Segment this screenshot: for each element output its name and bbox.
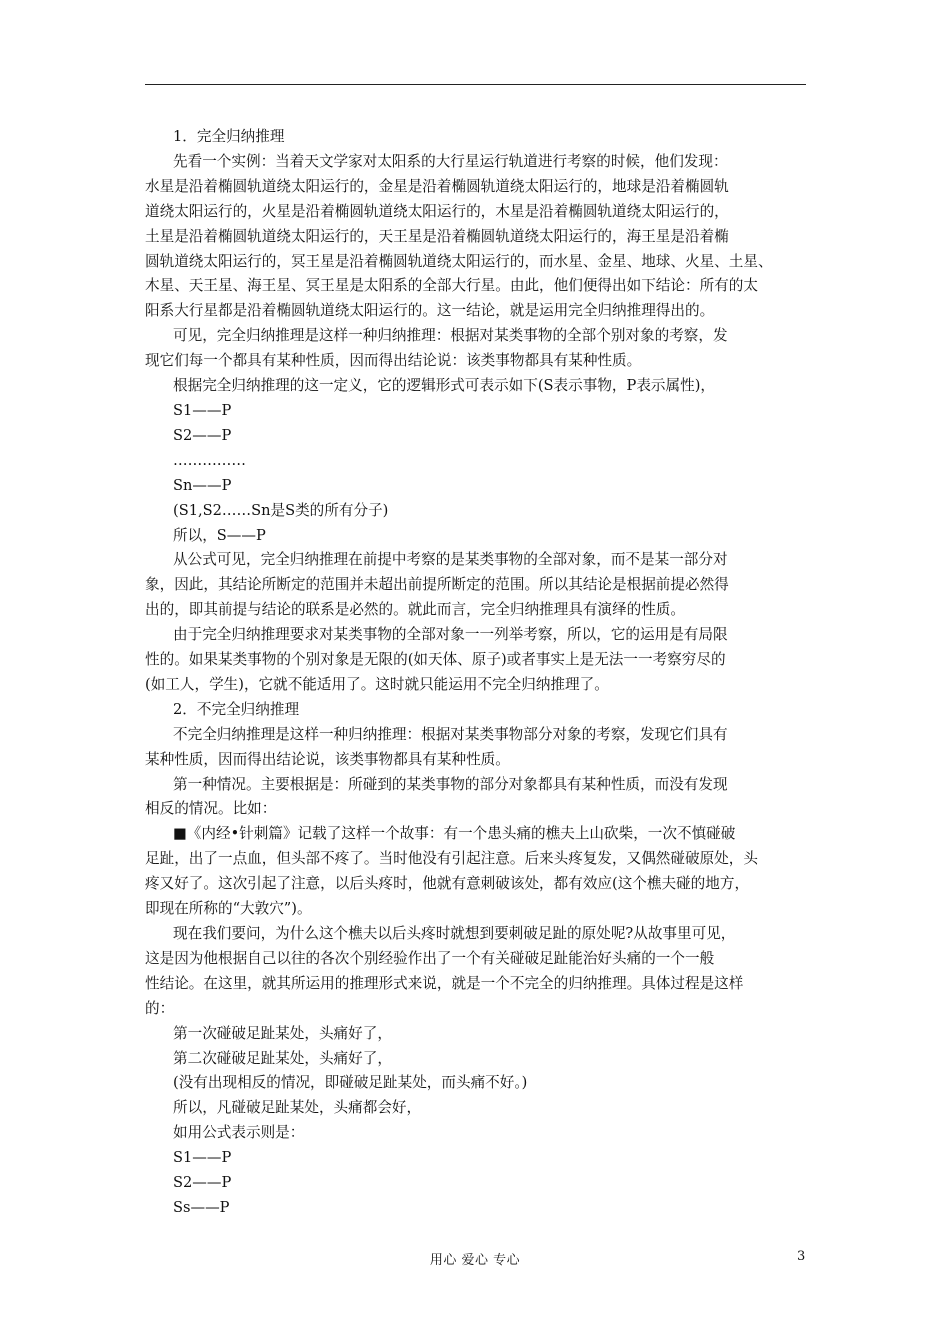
text-line: 足趾，出了一点血，但头部不疼了。当时他没有引起注意。后来头疼复发，又偶然碰破原处，头 xyxy=(145,850,758,868)
text-line: 的： xyxy=(145,999,175,1017)
text-line: 不完全归纳推理是这样一种归纳推理：根据对某类事物部分对象的考察，发现它们具有 xyxy=(173,725,728,743)
text-line: (没有出现相反的情况，即碰破足趾某处，而头痛不好。) xyxy=(173,1074,528,1092)
document-body xyxy=(145,125,813,1221)
text-line: 疼又好了。这次引起了注意，以后头疼时，他就有意刺破该处，都有效应(这个樵夫碰的地方， xyxy=(145,875,750,893)
text-line: 第一次碰破足趾某处，头痛好了， xyxy=(173,1024,392,1042)
page-number: 3 xyxy=(797,1249,806,1264)
text-line: (S1,S2……Sn是S类的所有分子) xyxy=(173,501,389,519)
text-line: 相反的情况。比如： xyxy=(145,800,277,818)
text-line: 从公式可见，完全归纳推理在前提中考察的是某类事物的全部对象，而不是某一部分对 xyxy=(173,551,728,569)
text-line: S2——P xyxy=(173,426,232,444)
text-line: ■《内经•针刺篇》记载了这样一个故事：有一个患头痛的樵夫上山砍柴，一次不慎碰破 xyxy=(173,825,736,843)
text-line: 由于完全归纳推理要求对某类事物的全部对象一一列举考察，所以，它的运用是有局限 xyxy=(173,626,728,644)
text-line: …………… xyxy=(173,451,246,469)
text-line: Ss——P xyxy=(173,1198,230,1216)
text-line: 先看一个实例：当着天文学家对太阳系的大行星运行轨道进行考察的时候，他们发现： xyxy=(173,152,728,170)
text-line: 根据完全归纳推理的这一定义，它的逻辑形式可表示如下(S表示事物，P表示属性)， xyxy=(173,377,715,395)
text-line: S2——P xyxy=(173,1174,232,1192)
footer-motto: 用心 爱心 专心 xyxy=(429,1253,521,1268)
text-line: (如工人，学生)，它就不能适用了。这时就只能运用不完全归纳推理了。 xyxy=(145,675,609,693)
text-line: 现在我们要问，为什么这个樵夫以后头疼时就想到要刺破足趾的原处呢?从故事里可见， xyxy=(173,925,736,942)
text-line: 木星、天王星、海王星、冥王星是太阳系的全部大行星。由此，他们便得出如下结论：所有的太 xyxy=(145,277,758,295)
text-line: 道绕太阳运行的，火星是沿着椭圆轨道绕太阳运行的，木星是沿着椭圆轨道绕太阳运行的， xyxy=(145,202,729,220)
text-line: 现它们每一个都具有某种性质，因而得出结论说：该类事物都具有某种性质。 xyxy=(145,352,642,370)
page-footer xyxy=(0,1249,950,1269)
text-line: 性的。如果某类事物的个别对象是无限的(如天体、原子)或者事实上是无法一一考察穷尽的 xyxy=(145,651,726,669)
text-line: 所以，S——P xyxy=(173,526,266,544)
text-line: 圆轨道绕太阳运行的，冥王星是沿着椭圆轨道绕太阳运行的，而水星、金星、地球、火星、土星、 xyxy=(145,252,773,270)
text-line: 2．不完全归纳推理 xyxy=(173,700,300,718)
text-line: 所以，凡碰破足趾某处，头痛都会好， xyxy=(173,1099,422,1117)
text-line: S1——P xyxy=(173,401,232,419)
text-line: 如用公式表示则是： xyxy=(173,1124,305,1142)
text-line: 可见，完全归纳推理是这样一种归纳推理：根据对某类事物的全部个别对象的考察，发 xyxy=(173,327,728,345)
text-line: 第二次碰破足趾某处，头痛好了， xyxy=(173,1049,392,1067)
text-line: 水星是沿着椭圆轨道绕太阳运行的，金星是沿着椭圆轨道绕太阳运行的，地球是沿着椭圆轨 xyxy=(145,177,729,195)
text-line: S1——P xyxy=(173,1149,232,1167)
text-line: 某种性质，因而得出结论说，该类事物都具有某种性质。 xyxy=(145,750,510,768)
text-line: 这是因为他根据自己以往的各次个别经验作出了一个有关碰破足趾能治好头痛的一个一般 xyxy=(145,949,715,967)
text-line: 阳系大行星都是沿着椭圆轨道绕太阳运行的。这一结论，就是运用完全归纳推理得出的。 xyxy=(145,302,715,320)
header-rule xyxy=(145,84,806,85)
text-line: Sn——P xyxy=(173,476,232,494)
text-line: 第一种情况。主要根据是：所碰到的某类事物的部分对象都具有某种性质，而没有发现 xyxy=(173,775,728,793)
text-line: 出的，即其前提与结论的联系是必然的。就此而言，完全归纳推理具有演绎的性质。 xyxy=(145,601,685,619)
text-line: 土星是沿着椭圆轨道绕太阳运行的，天王星是沿着椭圆轨道绕太阳运行的，海王星是沿着椭 xyxy=(145,227,729,245)
text-line: 1．完全归纳推理 xyxy=(173,128,285,145)
text-line: 象，因此，其结论所断定的范围并未超出前提所断定的范围。所以其结论是根据前提必然得 xyxy=(145,576,729,594)
text-line: 即现在所称的“大敦穴”)。 xyxy=(145,900,312,918)
text-line: 性结论。在这里，就其所运用的推理形式来说，就是一个不完全的归纳推理。具体过程是这样 xyxy=(145,974,744,992)
